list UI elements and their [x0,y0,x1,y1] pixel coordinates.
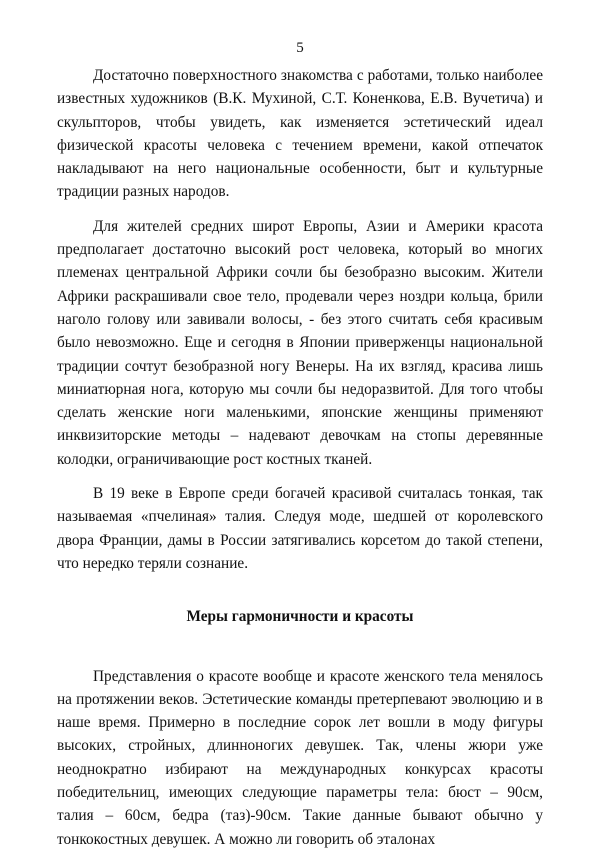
paragraph-1: Достаточно поверхностного знакомства с работами, только наиболее известных художников (В.К. Мухиной, С.Т. Коненкова, Е.В. Вучетича) и скульпторов, чтобы увидеть, как изменяется эстетический идеал физической красоты человека с течением времени, какой отпечаток накладывают на него национальные особенности, быт и культурные традиции разных народов. [57,67,543,201]
paragraph-2: Для жителей средних широт Европы, Азии и Америки красота предполагает достаточно высокий рост человека, который во многих племенах центральной Африки сочли бы безобразно высоким. Жители Африки раскрашивали свое тело, продевали через ноздри кольца, брили наголо голову или завивали волосы, - без этого считать себя красивым было невозможно. Еще и сегодня в Японии приверженцы национальной традиции сочтут безобразной ногу Венеры. На их взгляд, красива лишь миниатюрная нога, которую мы сочли бы недоразвитой. Для того чтобы сделать женские ноги маленькими, японские женщины применяют инквизиторские методы – надевают девочкам на стопы деревянные колодки, ограничивающие рост костных тканей. [57,217,543,468]
page-body [57,64,543,851]
section-heading: Меры гармоничности и красоты [186,608,414,626]
paragraph-3: В 19 веке в Европе среди богачей красивой считалась тонкая, так называемая «пчелиная» талия. Следуя моде, шедшей от королевского двора Франции, дамы в России затягивались корсетом до такой степени, что нередко теряли сознание. [57,485,543,572]
section-paragraph-1: Представления о красоте вообще и красоте женского тела менялось на протяжении веков. Эстетические команды претерпевают эволюцию и в наше время. Примерно в последние сорок лет вошли в моду фигуры высоких, стройных, длинноногих девушек. Так, члены жюри уже неоднократно избирают на международных конкурсах красоты победительниц, имеющих следующие параметры тела: бюст – 90см, талия – 60см, бедра (таз)-90см. Такие данные бывают обычно у тонкокостных девушек. А можно ли говорить об эталонах [57,667,543,848]
page-number: 5 [296,40,304,56]
